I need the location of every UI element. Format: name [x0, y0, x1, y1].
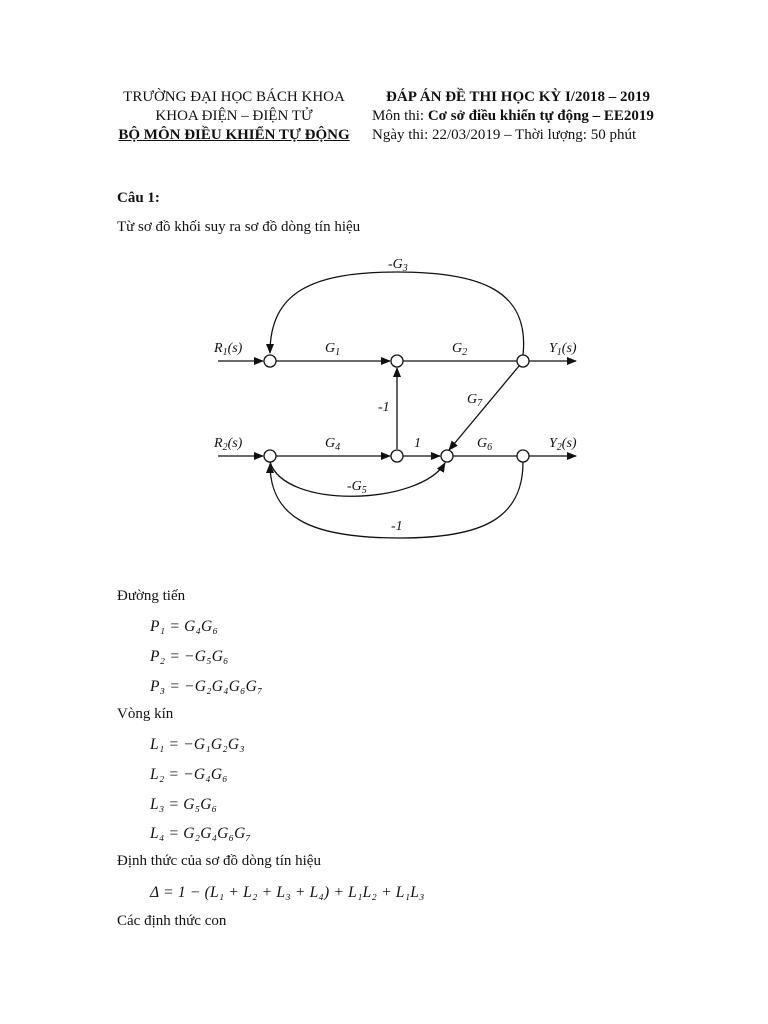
equation-l2: L₂ = −G₄G₆	[150, 766, 228, 783]
equation-delta: Δ = 1 − (L₁ + L₂ + L₃ + L₄) + L₁L₂ + L₁L₃	[150, 884, 425, 901]
question-title: Câu 1:	[117, 190, 160, 206]
label-minus1-bottom: -1	[391, 519, 403, 534]
label-g2: $G_2$	[452, 341, 468, 358]
label-g6: $G_6$	[477, 436, 493, 453]
section-cofactors: Các định thức con	[117, 913, 227, 929]
node-4	[264, 450, 276, 462]
node-6	[441, 450, 453, 462]
label-minus1-vertical: -1	[378, 400, 390, 415]
label-r1: $R_1(s)$	[214, 341, 243, 358]
equation-l4: L₄ = G₂G₄G₆G₇	[150, 825, 252, 842]
node-3	[517, 355, 529, 367]
subject-label: Môn thi:	[372, 108, 428, 124]
node-2	[391, 355, 403, 367]
node-7	[517, 450, 529, 462]
university-name: TRƯỜNG ĐẠI HỌC BÁCH KHOA	[123, 89, 345, 105]
subject-value: Cơ sở điều khiển tự động – EE2019	[427, 108, 654, 124]
exam-date: Ngày thi: 22/03/2019 – Thời lượng: 50 phút	[372, 127, 637, 143]
label-g3: $-G_3$	[388, 257, 408, 274]
edge-g3-feedback	[270, 272, 524, 355]
node-1	[264, 355, 276, 367]
label-g7: $G_7$	[467, 392, 483, 409]
label-r2: $R_2(s)$	[214, 436, 243, 453]
section-loops: Vòng kín	[117, 706, 174, 722]
equation-p3: P₃ = −G₂G₄G₆G₇	[150, 678, 263, 695]
label-g5: $-G_5$	[347, 479, 367, 496]
label-g4: $G_4$	[325, 436, 341, 453]
faculty-name: KHOA ĐIỆN – ĐIỆN TỬ	[155, 108, 313, 124]
label-one: 1	[414, 436, 421, 451]
section-determinant: Định thức của sơ đồ dòng tín hiệu	[117, 853, 321, 869]
department-name: BỘ MÔN ĐIỀU KHIỂN TỰ ĐỘNG	[118, 127, 350, 143]
node-5	[391, 450, 403, 462]
equation-p1: P₁ = G₄G₆	[150, 618, 219, 635]
label-g1: $G_1$	[325, 341, 341, 358]
equation-l1: L₁ = −G₁G₂G₃	[150, 736, 245, 753]
equation-p2: P₂ = −G₅G₆	[150, 648, 229, 665]
label-y1: $Y_1(s)$	[549, 341, 577, 358]
section-forward-paths: Đường tiến	[117, 588, 186, 604]
label-y2: $Y_2(s)$	[549, 436, 577, 453]
exam-title: ĐÁP ÁN ĐỀ THI HỌC KỲ I/2018 – 2019	[386, 89, 650, 105]
question-intro: Từ sơ đồ khối suy ra sơ đồ dòng tín hiệu	[117, 219, 361, 235]
equation-l3: L₃ = G₅G₆	[150, 796, 218, 813]
